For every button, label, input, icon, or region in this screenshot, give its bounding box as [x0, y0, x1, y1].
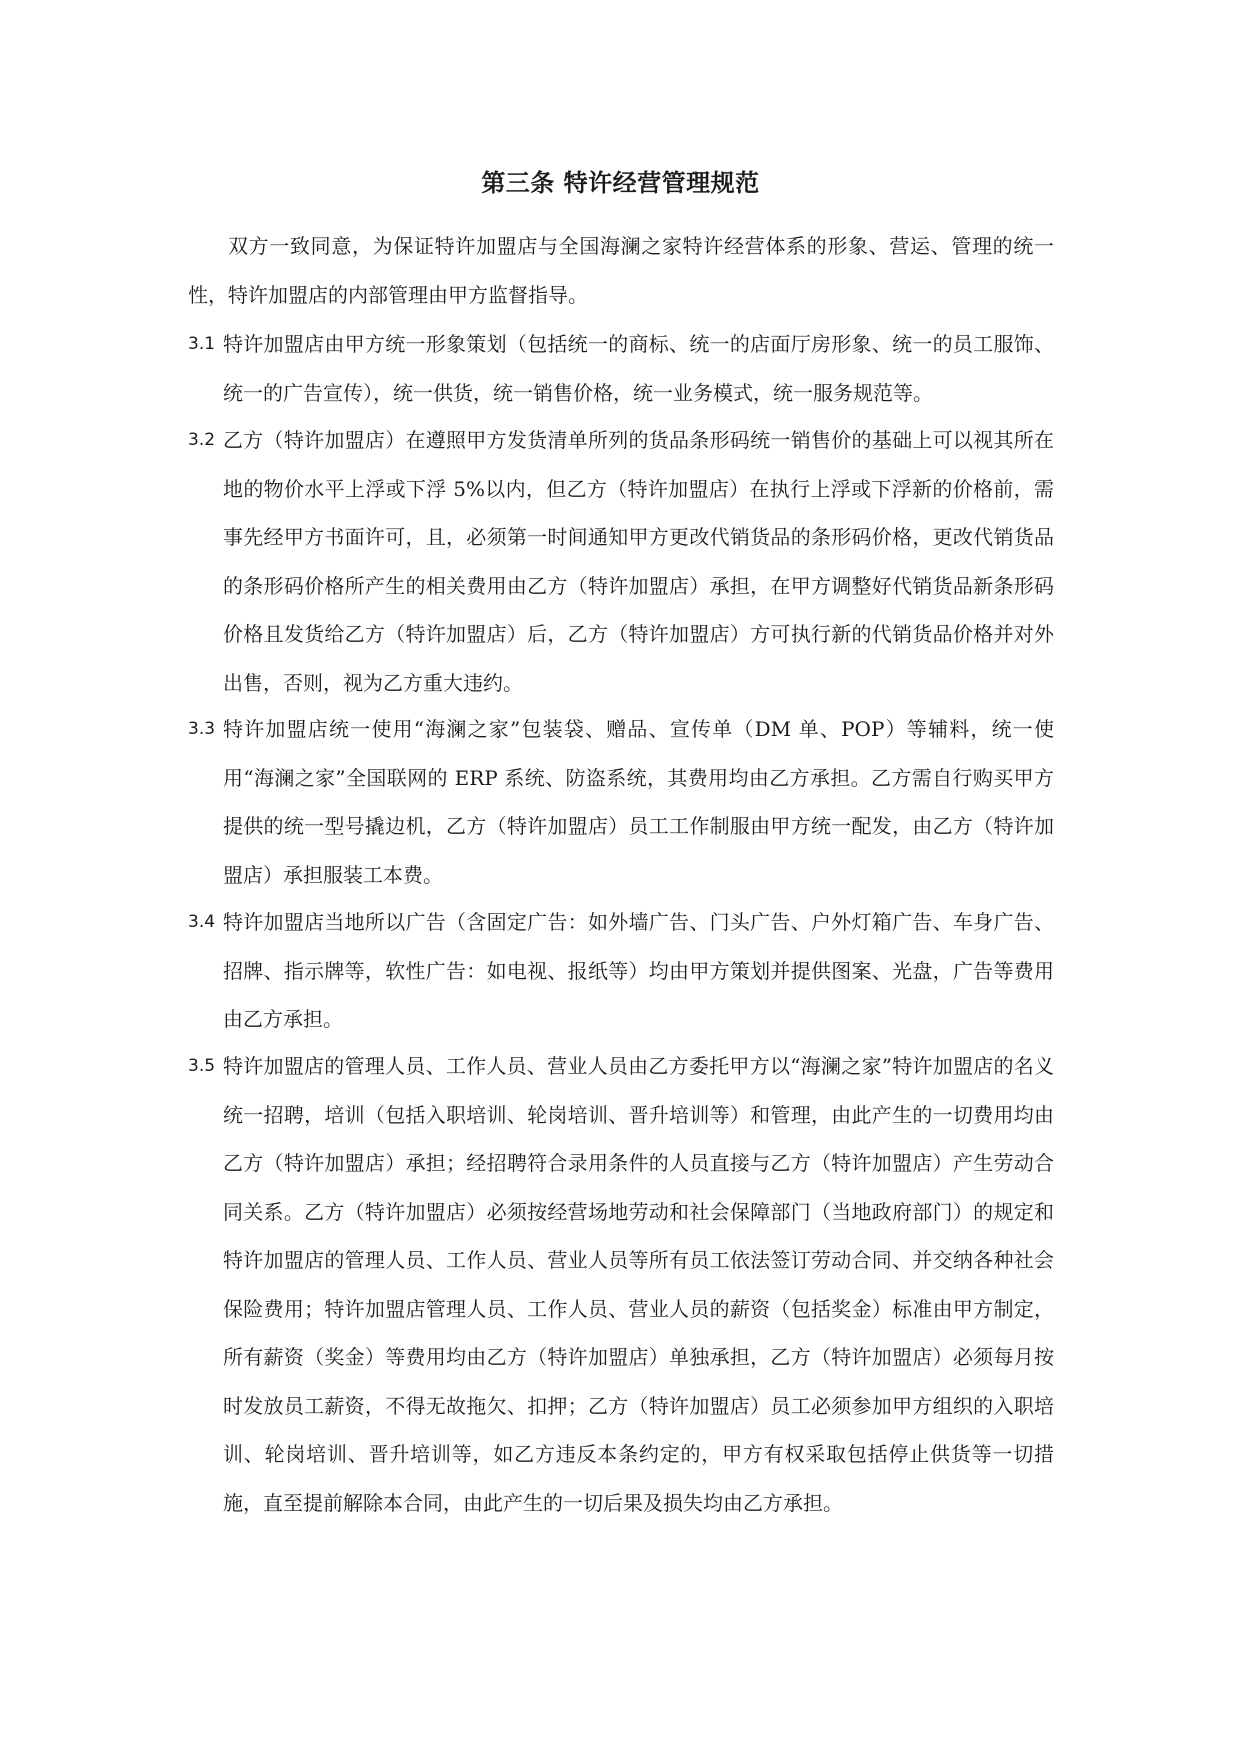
clause-number: 3.3: [188, 719, 216, 739]
clause-number: 3.4: [188, 912, 216, 932]
clause-number: 3.5: [188, 1056, 216, 1076]
clause-text: 特许加盟店统一使用“海澜之家”包装袋、赠品、宣传单（DM 单、POP）等辅料，统一使用“海澜之家”全国联网的 ERP 系统、防盗系统，其费用均由乙方承担。乙方需自行购买甲方提供的统一型号撬边机，乙方（特许加盟店）员工工作制服由甲方统一配发，由乙方（特许加盟店）承担服装工本费。: [223, 717, 1054, 887]
clause-3-4: [188, 898, 1054, 1044]
clause-3-1: [188, 320, 1054, 417]
clause-3-5: [188, 1042, 1054, 1527]
clause-text: 乙方（特许加盟店）在遵照甲方发货清单所列的货品条形码统一销售价的基础上可以视其所在地的物价水平上浮或下浮 5%以内，但乙方（特许加盟店）在执行上浮或下浮新的价格前，需事先经甲方书面许可，且，必须第一时间通知甲方更改代销货品的条形码价格，更改代销货品的条形码价格所产生的相关费用由乙方（特许加盟店）承担，在甲方调整好代销货品新条形码价格且发货给乙方（特许加盟店）后，乙方（特许加盟店）方可执行新的代销货品价格并对外出售，否则，视为乙方重大违约。: [223, 428, 1054, 695]
section-title: 第三条 特许经营管理规范: [481, 169, 760, 197]
clause-3-3: [188, 705, 1054, 899]
clause-number: 3.1: [188, 334, 216, 354]
clause-number: 3.2: [188, 430, 216, 450]
clause-text: 特许加盟店当地所以广告（含固定广告：如外墙广告、门头广告、户外灯箱广告、车身广告、招牌、指示牌等，软性广告：如电视、报纸等）均由甲方策划并提供图案、光盘，广告等费用由乙方承担。: [223, 910, 1054, 1031]
clause-text: 特许加盟店的管理人员、工作人员、营业人员由乙方委托甲方以“海澜之家”特许加盟店的名义统一招聘，培训（包括入职培训、轮岗培训、晋升培训等）和管理，由此产生的一切费用均由乙方（特许加盟店）承担；经招聘符合录用条件的人员直接与乙方（特许加盟店）产生劳动合同关系。乙方（特许加盟店）必须按经营场地劳动和社会保障部门（当地政府部门）的规定和特许加盟店的管理人员、工作人员、营业人员等所有员工依法签订劳动合同、并交纳各种社会保险费用；特许加盟店管理人员、工作人员、营业人员的薪资（包括奖金）标准由甲方制定，所有薪资（奖金）等费用均由乙方（特许加盟店）单独承担，乙方（特许加盟店）必须每月按时发放员工薪资，不得无故拖欠、扣押；乙方（特许加盟店）员工必须参加甲方组织的入职培训、轮岗培训、晋升培训等，如乙方违反本条约定的，甲方有权采取包括停止供货等一切措施，直至提前解除本合同，由此产生的一切后果及损失均由乙方承担。: [223, 1054, 1054, 1515]
clause-text: 特许加盟店由甲方统一形象策划（包括统一的商标、统一的店面厅房形象、统一的员工服饰、统一的广告宣传），统一供货，统一销售价格，统一业务模式，统一服务规范等。: [223, 332, 1054, 405]
intro-paragraph: 双方一致同意，为保证特许加盟店与全国海澜之家特许经营体系的形象、营运、管理的统一性，特许加盟店的内部管理由甲方监督指导。: [188, 234, 1054, 307]
clause-3-2: [188, 416, 1054, 707]
